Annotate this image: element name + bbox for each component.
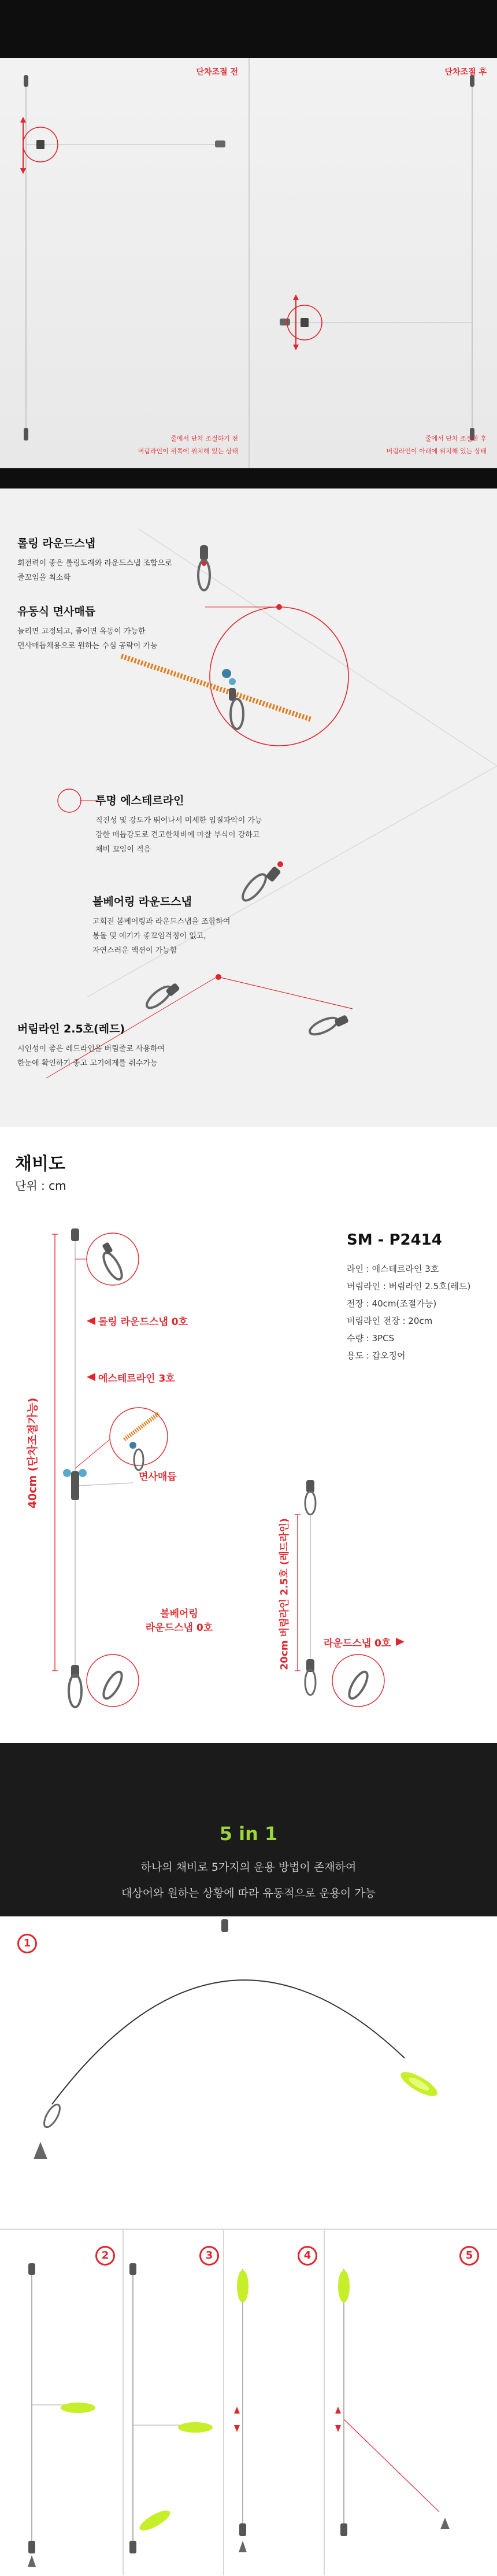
red-drop-line <box>218 977 353 1009</box>
spec-section <box>0 1127 497 1743</box>
usage-divider <box>123 2229 124 2575</box>
bottom-snap-left <box>144 983 180 1012</box>
usage-illustrations <box>0 1916 497 2576</box>
usage-divider <box>223 2229 224 2575</box>
spec-item: 용도 : 갑오징어 <box>347 1350 406 1361</box>
label-bearing-snap-line-2: 라운드스냅 0호 <box>145 1622 213 1634</box>
part-desc: 고회전 볼베어링과 라운드스냅을 조합하여 봉돌 및 에기가 좋꼬임걱정이 없고, 자연스러운 액션이 가능함 <box>92 917 231 955</box>
before-note-line-1: 줄에서 단차 조절하기 전 <box>170 435 238 442</box>
spec-item: 수량 : 3PCS <box>347 1333 395 1343</box>
before-title: 단차조절 전 <box>196 68 238 77</box>
five-in-one-banner <box>0 1743 497 1916</box>
usage-divider <box>324 2229 325 2575</box>
before-panel <box>0 58 248 468</box>
part-desc: 시인성이 좋은 레드라인을 버림줄로 사용하여 한눈에 확인하기 좋고 고기에게를 줘수가능 <box>17 1045 165 1068</box>
label-round-snap: 라운드스냅 0호 <box>324 1638 391 1649</box>
part-desc: 직진성 및 강도가 뛰어나서 미세한 입질파악이 가능 강한 매듭강도로 견고한채비에 마찰 부식이 강하고 채비 꼬임이 적음 <box>95 816 262 854</box>
label-main-length: 40cm (단차조절가능) <box>26 1397 39 1509</box>
part-ester-line <box>95 792 262 857</box>
part-desc: 늘리면 고정되고, 줄이면 유동이 가능한 면사매듭채용으로 원하는 수심 공략이 가능 <box>17 627 158 650</box>
after-note <box>387 432 487 458</box>
orange-knot-line <box>121 656 312 720</box>
banner-line-1: 하나의 채비로 5가지의 운용 방법이 존재하여 <box>140 1861 357 1874</box>
part-title: 투명 에스테르라인 <box>95 794 184 807</box>
before-note <box>138 432 238 458</box>
components-section <box>0 488 497 1127</box>
label-ester-line: 에스테르라인 3호 <box>98 1373 175 1385</box>
usage-1-graphic <box>34 1919 440 2159</box>
part-rolling-snap <box>17 535 172 585</box>
banner-title: 5 in 1 <box>219 1823 278 1845</box>
usage-number-1: 1 <box>17 1934 37 1953</box>
usage-2-graphic <box>28 2263 95 2567</box>
spec-item: 전장 : 40cm(조절가능) <box>347 1298 437 1309</box>
spec-list <box>347 1260 470 1364</box>
label-bearing-snap <box>121 1607 237 1635</box>
usage-divider-horizontal <box>0 2229 497 2230</box>
usage-section <box>0 1916 497 2576</box>
label-rolling-snap: 롤링 라운드스냅 0호 <box>98 1316 188 1328</box>
bottom-snap-right <box>307 1015 349 1038</box>
usage-number-2: 2 <box>95 2246 115 2266</box>
spec-item: 버림라인 전장 : 20cm <box>347 1316 433 1326</box>
after-rig-illustration <box>250 58 497 468</box>
spec-unit: 단위 : cm <box>15 1179 66 1193</box>
ester-line-marker <box>58 789 81 812</box>
part-title: 볼베어링 라운드스냅 <box>92 895 192 908</box>
label-knot: 면사매듭 <box>139 1471 177 1483</box>
spec-model: SM - P2414 <box>347 1231 442 1249</box>
label-sub-length: 20cm 버림라인 2.5호 (레드라인) <box>279 1518 291 1670</box>
compare-panels <box>0 58 497 468</box>
after-panel <box>248 58 497 468</box>
before-rig-illustration <box>0 58 248 468</box>
part-bearing-snap <box>92 893 230 958</box>
part-knot <box>17 603 158 653</box>
usage-number-5: 5 <box>459 2246 479 2266</box>
banner-line-2: 대상어와 원하는 상황에 따라 유동적으로 운용이 가능 <box>121 1887 376 1900</box>
bearing-snap-graphic <box>239 861 283 904</box>
usage-5-graphic <box>335 2269 450 2536</box>
spec-title: 채비도 <box>15 1154 65 1174</box>
usage-number-3: 3 <box>199 2246 219 2266</box>
usage-4-graphic <box>234 2269 248 2552</box>
after-note-line-2: 버림라인이 아래에 위치해 있는 상태 <box>386 447 487 455</box>
part-title: 롤링 라운드스냅 <box>17 537 96 550</box>
spec-item: 라인 : 에스테르라인 3호 <box>347 1264 439 1274</box>
usage-3-graphic <box>129 2263 213 2553</box>
after-title: 단차조절 후 <box>444 68 487 77</box>
usage-number-4: 4 <box>298 2246 317 2266</box>
adjust-compare-section <box>0 0 497 488</box>
spec-diagram <box>0 1127 497 1743</box>
label-bearing-snap-line-1: 볼베어링 <box>160 1608 198 1620</box>
before-note-line-2: 버림라인이 위쪽에 위치해 있는 상태 <box>138 447 238 455</box>
part-title: 버림라인 2.5호(레드) <box>17 1023 125 1035</box>
knot-zoom-circle <box>210 607 348 746</box>
spec-item: 버림라인 : 버림라인 2.5호(레드) <box>347 1281 471 1291</box>
part-desc: 회전력이 좋은 롤링도래와 라운드스냅 조합으로 줄꼬임을 최소화 <box>17 559 172 582</box>
spec-info-box <box>347 1231 470 1364</box>
after-note-line-1: 줄에서 단차 조절한 후 <box>425 435 487 442</box>
part-drop-line <box>17 1020 165 1071</box>
rolling-snap-graphic <box>198 545 210 590</box>
part-title: 유동식 면사매듭 <box>17 605 96 618</box>
